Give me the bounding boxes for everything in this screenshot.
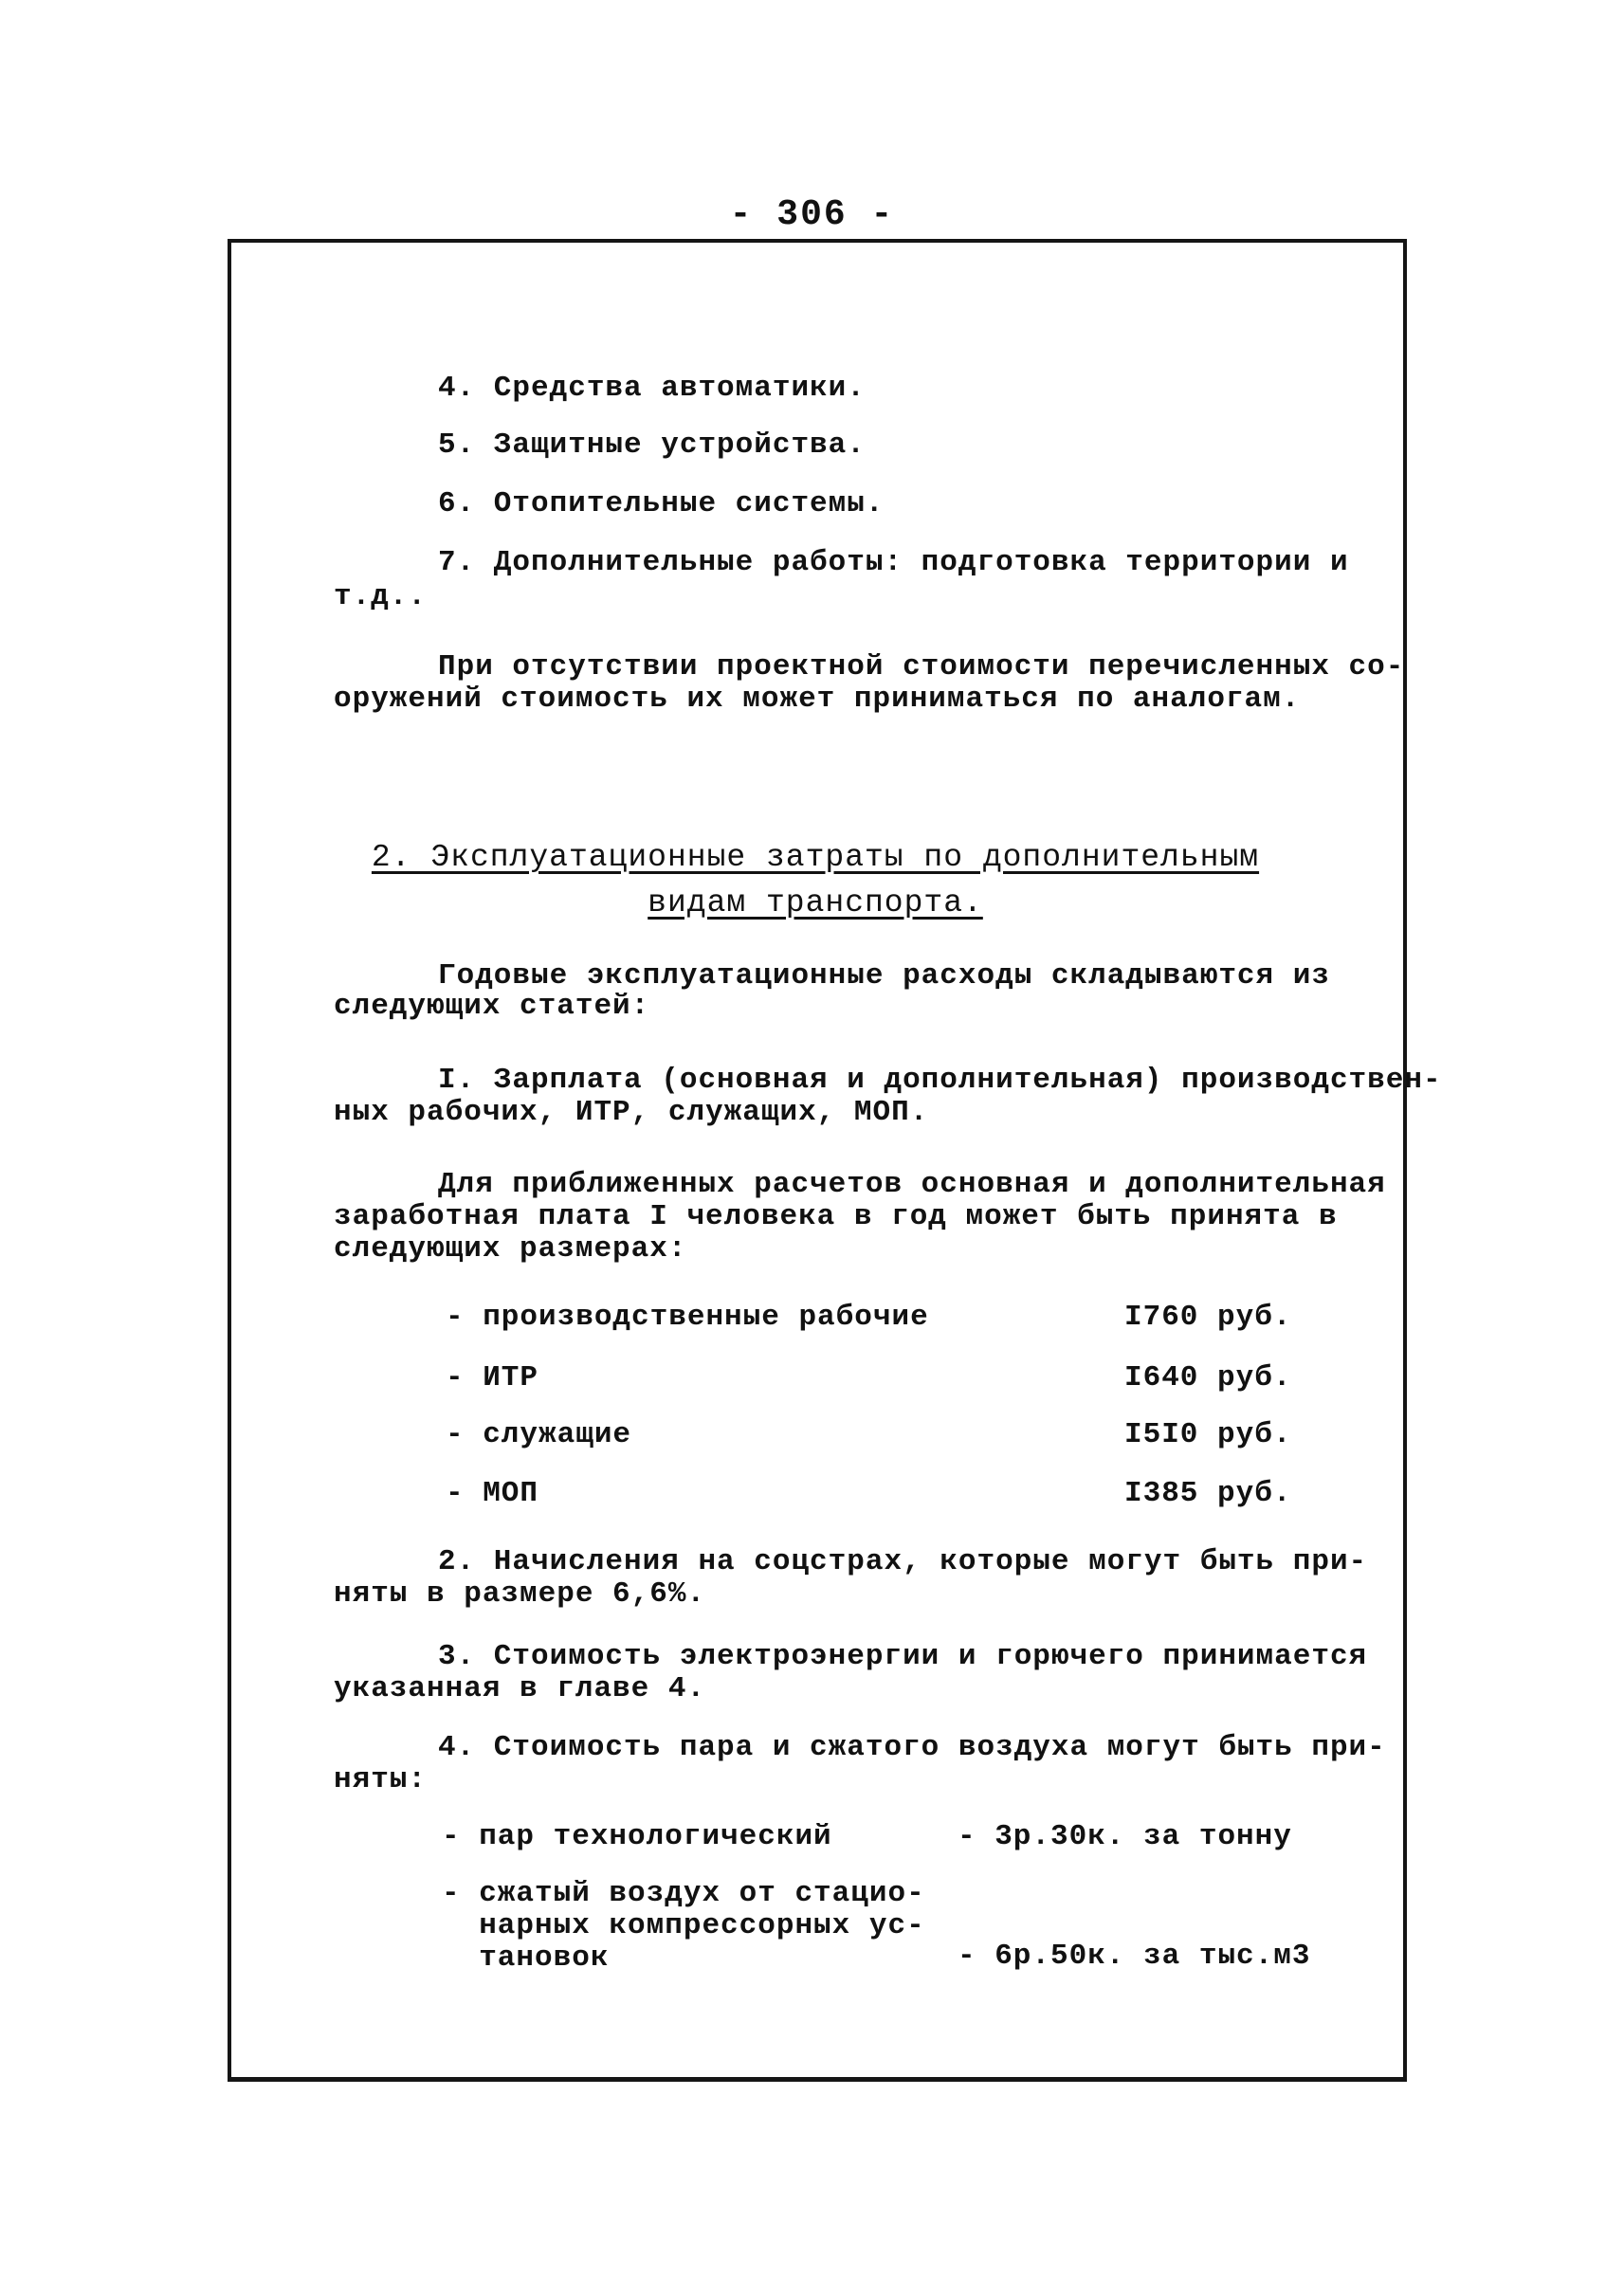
- paragraph-salary-line3: следующих размерах:: [334, 1232, 687, 1266]
- item-3-line2: указанная в главе 4.: [334, 1672, 706, 1705]
- paragraph-analogs-line1: При отсутствии проектной стоимости перечисленных со-: [438, 650, 1405, 683]
- cost-row-label-line3: тановок: [442, 1941, 610, 1975]
- paragraph-costs-line2: следующих статей:: [334, 990, 650, 1023]
- paragraph-salary-line1: Для приближенных расчетов основная и дополнительная: [438, 1168, 1386, 1201]
- section-heading-line1: [228, 839, 1403, 877]
- list-item-4: 4. Средства автоматики.: [438, 372, 866, 405]
- salary-row-label: - производственные рабочие: [446, 1301, 929, 1334]
- salary-row-label: - МОП: [446, 1477, 539, 1510]
- list-item-7-cont: т.д..: [334, 580, 428, 613]
- item-3-line1: 3. Стоимость электроэнергии и горючего принимается: [438, 1640, 1368, 1673]
- salary-row-value: I385 руб.: [1124, 1477, 1292, 1510]
- salary-row-label: - ИТР: [446, 1361, 539, 1394]
- item-1-line2: ных рабочих, ИТР, служащих, МОП.: [334, 1096, 929, 1129]
- paragraph-salary-line2: заработная плата I человека в год может быть принята в: [334, 1200, 1338, 1233]
- item-4-line1: 4. Стоимость пара и сжатого воздуха могут быть при-: [438, 1731, 1386, 1764]
- section-heading-text1: 2. Эксплуатационные затраты по дополнительным: [371, 840, 1260, 875]
- paragraph-costs-line1: Годовые эксплуатационные расходы складываются из: [438, 959, 1330, 993]
- list-item-7: 7. Дополнительные работы: подготовка территории и: [438, 546, 1349, 579]
- cost-row-value: - 3р.30к. за тонну: [958, 1820, 1292, 1853]
- section-heading-text2: видам транспорта.: [648, 885, 983, 920]
- list-item-6: 6. Отопительные системы.: [438, 487, 885, 520]
- paragraph-analogs-line2: оружений стоимость их может приниматься по аналогам.: [334, 683, 1301, 716]
- cost-row-label: - пар технологический: [442, 1820, 832, 1853]
- cost-row-value: - 6р.50к. за тыс.м3: [958, 1940, 1311, 1973]
- section-heading-line2: [228, 884, 1403, 922]
- cost-row-label-line2: нарных компрессорных ус-: [442, 1909, 925, 1942]
- salary-row-value: I640 руб.: [1124, 1361, 1292, 1394]
- item-1-line1: I. Зарплата (основная и дополнительная) производствен-: [438, 1064, 1442, 1097]
- salary-row-label: - служащие: [446, 1418, 632, 1451]
- salary-row-value: I760 руб.: [1124, 1301, 1292, 1334]
- page-number: - 306 -: [729, 194, 895, 235]
- item-4-line2: няты:: [334, 1763, 428, 1796]
- salary-row-value: I5I0 руб.: [1124, 1418, 1292, 1451]
- item-2-line2: няты в размере 6,6%.: [334, 1577, 706, 1611]
- list-item-5: 5. Защитные устройства.: [438, 428, 866, 462]
- cost-row-label-line1: - сжатый воздух от стацио-: [442, 1877, 925, 1910]
- item-2-line1: 2. Начисления на соцстрах, которые могут быть при-: [438, 1545, 1368, 1578]
